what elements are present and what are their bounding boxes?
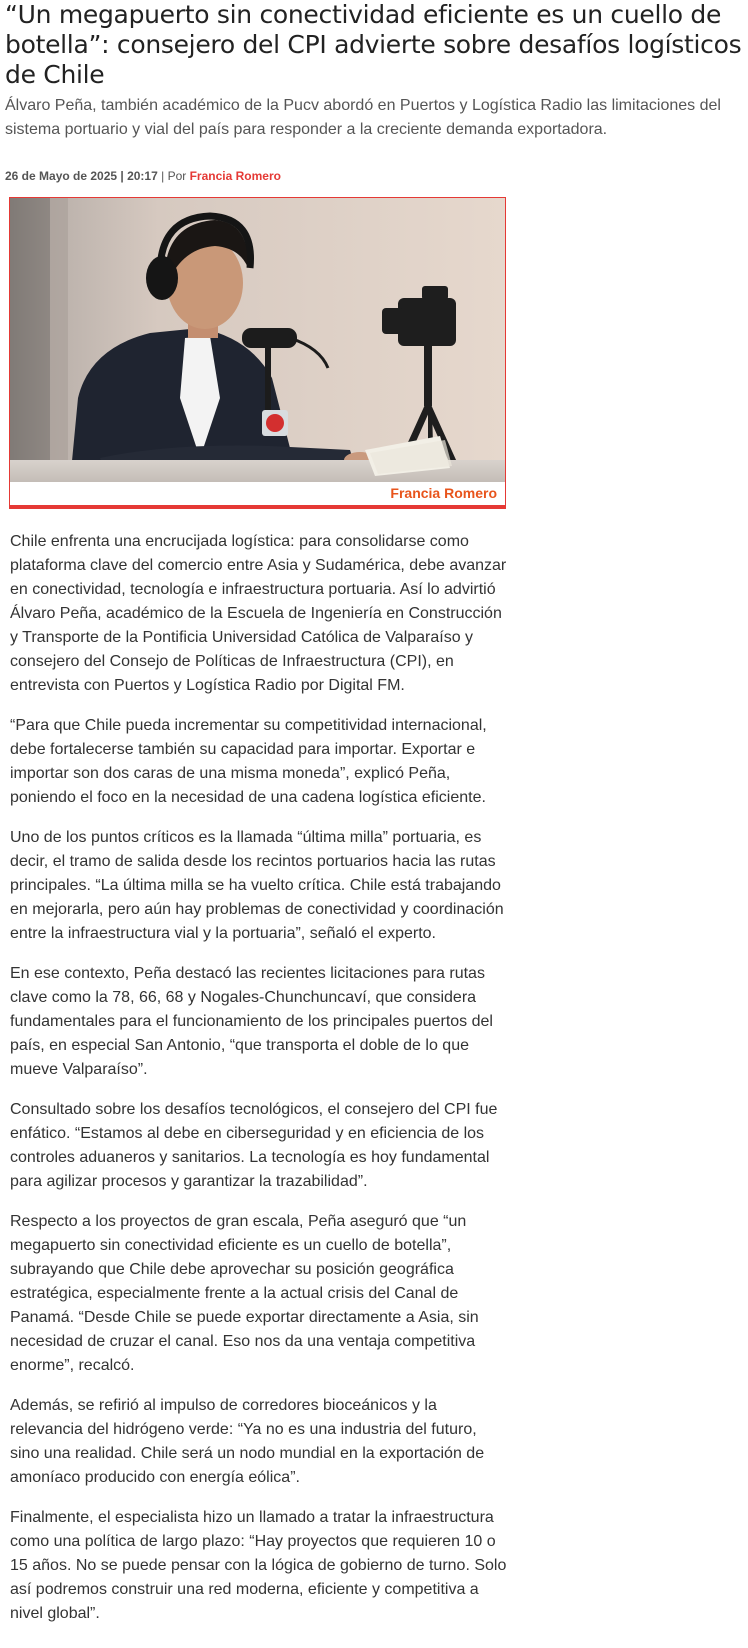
article-paragraph: Uno de los puntos críticos es la llamada “última milla” portuaria, es decir, el tramo de salida desde los recintos portuarios hacia las rutas principales. “La última milla se ha vuelto crítica. Chile está trabajando en mejorarla, pero aún hay problemas de conectividad y coordinación entre la infraestructura vial y la portuaria”, señaló el experto.	[10, 829, 504, 942]
article-paragraph: En ese contexto, Peña destacó las recientes licitaciones para rutas clave como la 78, 66, 68 y Nogales-Chunchuncaví, que considera fundamentales para el funcionamiento de los principales puertos del país, en especial San Antonio, “que transporta el doble de lo que mueve Valparaíso”.	[10, 965, 493, 1078]
article-paragraph: Además, se refirió al impulso de corredores bioceánicos y la relevancia del hidrógeno verde: “Ya no es una industria del futuro, sino una realidad. Chile será un nodo mundial en la exportación de amoníaco producido con energía eólica”.	[10, 1397, 485, 1486]
article-paragraph: Consultado sobre los desafíos tecnológicos, el consejero del CPI fue enfático. “Estamos al debe en ciberseguridad y en eficiencia de los controles aduaneros y sanitarios. La tecnología es hoy fundamental para agilizar procesos y garantizar la trazabilidad”.	[10, 1101, 498, 1190]
article-body	[10, 530, 508, 1642]
author-link[interactable]: Francia Romero	[189, 169, 281, 183]
byline-prefix: | Por	[157, 169, 190, 183]
photo-radio-interview	[10, 198, 505, 482]
article-paragraph: Finalmente, el especialista hizo un llamado a tratar la infraestructura como una política de largo plazo: “Hay proyectos que requieren 10 o 15 años. No se puede pensar con la lógica de gobierno de turno. Solo así podremos construir una red moderna, eficiente y competitiva a nivel global”.	[10, 1509, 507, 1622]
image-caption: Francia Romero	[390, 485, 497, 501]
article-figure	[9, 197, 506, 509]
article-headline: “Un megapuerto sin conectividad eficiente es un cuello de botella”: consejero del CPI advierte sobre desafíos logísticos de Chile	[5, 0, 742, 89]
article-byline	[5, 168, 281, 184]
article-paragraph: “Para que Chile pueda incrementar su competitividad internacional, debe fortalecerse también su capacidad para importar. Exportar e importar son dos caras de una misma moneda”, explicó Peña, poniendo el foco en la necesidad de una cadena logística eficiente.	[10, 717, 487, 806]
article-paragraph: Chile enfrenta una encrucijada logística: para consolidarse como plataforma clave del comercio entre Asia y Sudamérica, debe avanzar en conectividad, tecnología e infraestructura portuaria. Así lo advirtió Álvaro Peña, académico de la Escuela de Ingeniería en Construcción y Transporte de la Pontificia Universidad Católica de Valparaíso y consejero del Consejo de Políticas de Infraestructura (CPI), en entrevista con Puertos y Logística Radio por Digital FM.	[10, 533, 507, 694]
article-paragraph: Respecto a los proyectos de gran escala, Peña aseguró que “un megapuerto sin conectividad eficiente es un cuello de botella”, subrayando que Chile debe aprovechar su posición geográfica estratégica, especialmente frente a la actual crisis del Canal de Panamá. “Desde Chile se puede exportar directamente a Asia, sin necesidad de cruzar el canal. Eso nos da una ventaja competitiva enorme”, recalcó.	[10, 1213, 479, 1374]
publish-date: 26 de Mayo de 2025 | 20:17	[5, 169, 158, 183]
article-subheadline: Álvaro Peña, también académico de la Pucv abordó en Puertos y Logística Radio las limitaciones del sistema portuario y vial del país para responder a la creciente demanda exportadora.	[5, 97, 721, 138]
